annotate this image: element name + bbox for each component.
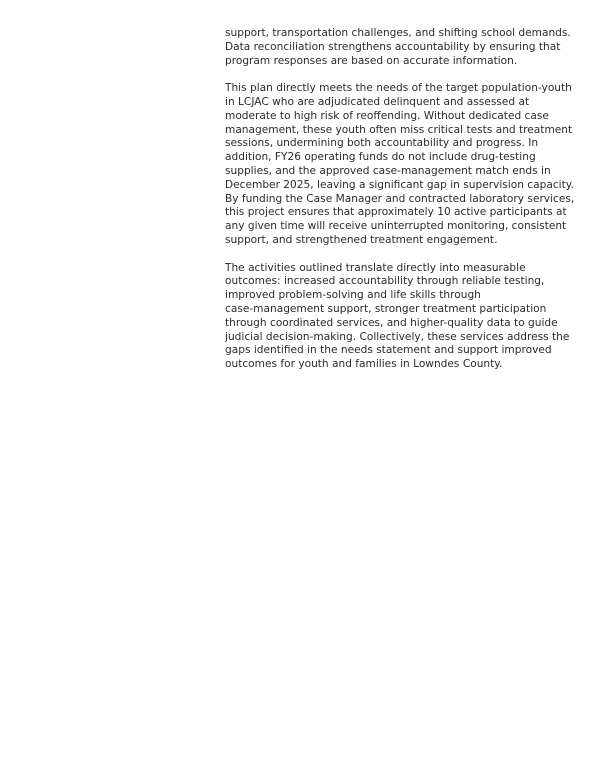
text-line: improved problem-solving and life skills through	[225, 289, 481, 302]
text-line: This plan directly meets the needs of the target population-youth	[225, 82, 572, 95]
text-line: addition, FY26 operating funds do not include drug-testing	[225, 151, 536, 164]
text-line: sessions, undermining both accountability and progress. In	[225, 137, 539, 150]
paragraph-data-reconciliation	[225, 27, 571, 68]
text-line: this project ensures that approximately 10 active participants at	[225, 206, 567, 219]
text-line: supplies, and the approved case-management match ends in	[225, 164, 551, 177]
text-line: Data reconciliation strengthens accountability by ensuring that	[225, 40, 561, 53]
text-line: The activities outlined translate directly into measurable	[225, 261, 526, 274]
paragraph-measurable-outcomes	[225, 261, 570, 372]
text-column	[225, 27, 575, 386]
text-line: gaps identified in the needs statement and support improved	[225, 344, 552, 357]
text-line: any given time will receive uninterrupted monitoring, consistent	[225, 220, 567, 233]
text-line: support, transportation challenges, and shifting school demands.	[225, 27, 571, 39]
text-line: outcomes for youth and families in Lowndes County.	[225, 358, 503, 371]
text-line: through coordinated services, and higher-quality data to guide	[225, 316, 558, 329]
text-line: judicial decision-making. Collectively, these services address the	[225, 330, 570, 343]
text-line: case-management support, stronger treatment participation	[225, 302, 547, 315]
text-line: By funding the Case Manager and contracted laboratory services,	[225, 192, 575, 205]
paragraph-target-population	[225, 82, 575, 248]
text-line: in LCJAC who are adjudicated delinquent and assessed at	[225, 95, 530, 108]
text-line: program responses are based on accurate information.	[225, 54, 518, 67]
text-line: December 2025, leaving a significant gap in supervision capacity.	[225, 178, 574, 191]
text-line: moderate to high risk of reoffending. Without dedicated case	[225, 109, 549, 122]
text-line: outcomes: increased accountability through reliable testing,	[225, 275, 545, 288]
text-line: support, and strengthened treatment engagement.	[225, 233, 498, 246]
text-line: management, these youth often miss critical tests and treatment	[225, 123, 573, 136]
